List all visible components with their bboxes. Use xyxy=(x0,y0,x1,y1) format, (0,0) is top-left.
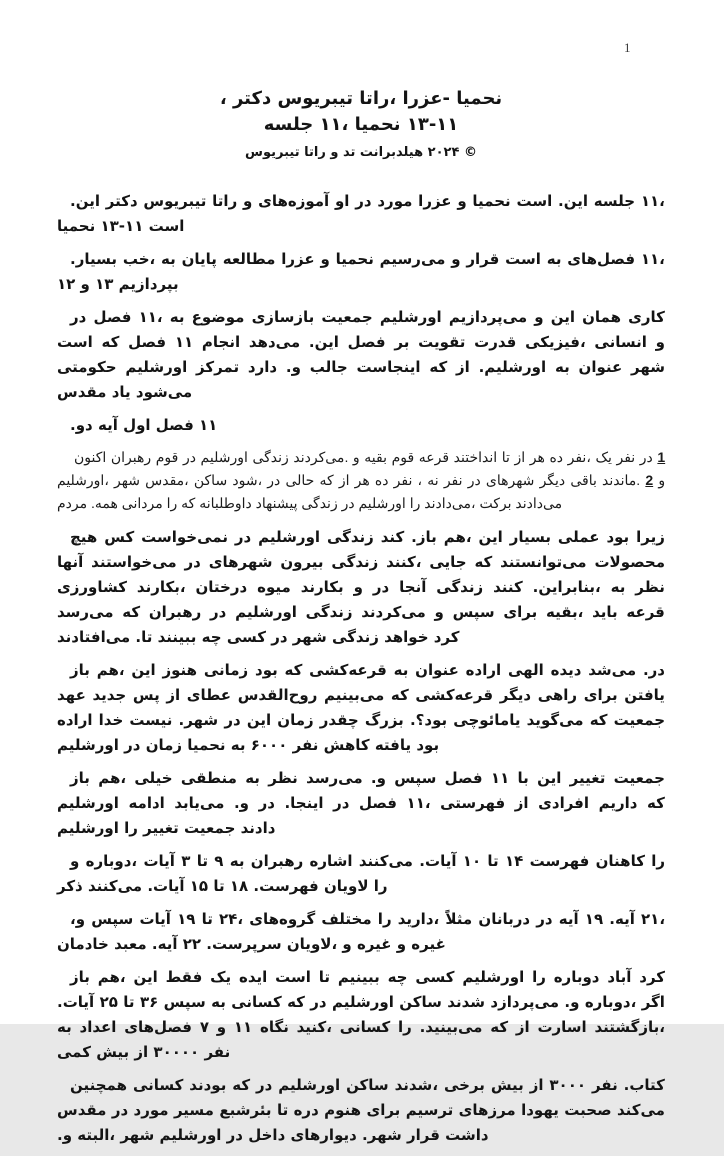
paragraph: همچنین کسانی بودند که در اورشلیم ساکن شدند، برخی بیش از ۳۰۰۰ نفر .کتاب مقدس در مورد مسیر بئرشبع تا دره هنوم برای ترسیم مرزهای یهودا صحبت می‌کند .و البته، شهر اورشلیم در داخل دیوارهای .شهر قرار داشت xyxy=(57,1076,665,1144)
paragraph: باز هم، خیلی منطقی به نظر می‌رسد .و سپس فصل ۱۱ با این تغییر جمعیت اورشلیم ادامه می‌یابد .و در .اینجا در فصل ۱۱، فهرستی از افرادی داریم که اورشلیم را تغییر جمعیت دادند xyxy=(57,769,665,837)
quote-paragraph: اکنون رهبران قوم در اورشلیم زندگی می‌کردند. و بقیه قوم قرعه انداختند تا از هر ده نفر، یک نفر در 1 اورشلیم، شهر مقدس، ساکن شود، در حالی که از هر ده نفر ، نه نفر در شهرهای دیگر باقی ماندند. 2 و مردم .همه مردانی را که داوطلبانه پیشنهاد زندگی در اورشلیم را می‌دادند، برکت می‌دادند xyxy=(57,449,666,511)
document-title-line-2: جلسه ۱۱، نحمیا ۱۳-۱۱ xyxy=(263,114,459,135)
paragraph: .بسیار خب، به پایان مطالعه عزرا و نحمیا می‌رسیم و قرار است به فصل‌های ۱۱، ۱۲ و ۱۳ بپردازیم xyxy=(57,250,665,293)
paragraph: ،و سپس آیات ۱۹ تا ۲۴، گروه‌های مختلف را دارید، مثلاً دربانان در آیه ۱۹ .آیه ۲۱، خادمان معبد .آیه ۲۲ .سرپرست لاویان، و غیره و غیره xyxy=(57,910,666,953)
page-number: 1 xyxy=(624,40,631,55)
paragraph: .این دکتر تیبریوس راتا و آموزه‌های او در مورد عزرا و نحمیا است .این جلسه ۱۱، نحمیا ۱۳-۱۱ است xyxy=(57,192,665,235)
document-body xyxy=(57,189,665,1148)
paragraph: هیچ کس نمی‌خواست در اورشلیم زندگی کند .باز هم، این بسیار عملی بود زیرا آنها می‌خواستند در شهرهای بیرون زندگی کنند، جایی که می‌توانستند محصولات کشاورزی بکارند، درختان میوه بکارند و در آنجا زندگی کنند .بنابراین، به نظر می‌رسد که رهبران در اورشلیم زندگی می‌کردند و سپس برای بقیه، باید قرعه می‌افتادند .تا ببینند چه کسی در شهر زندگی خواهد کرد xyxy=(57,528,665,646)
paragraph: باز هم، این هنوز زمانی بود که قرعه‌کشی به عنوان اراده الهی دیده می‌شد .در عهد جدید پس از عطای روح‌القدس می‌بینیم که قرعه‌کشی دیگر راهی برای یافتن اراده خدا نیست .شهر در این زمان چقدر بزرگ .بود؟ یامائوچی می‌گوید که جمعیت اورشلیم در زمان نحمیا به ۶۰۰۰ نفر کاهش یافته بود xyxy=(57,661,666,754)
paragraph: و دوباره، آیات ۳ تا ۹ به رهبران اشاره می‌کنند .آیات ۱۰ تا ۱۴ فهرست کاهنان را ذکر می‌کنند .آیات ۱۵ تا ۱۸ .فهرست لاویان را xyxy=(57,852,666,895)
paragraph: باز هم، این فقط یک ایده است تا ببینیم چه کسی اورشلیم را دوباره آباد کرد .آیات ۲۵ تا ۳۶ سپس به کسانی که در اورشلیم ساکن شدند می‌پردازد .و دوباره، اگر به اعداد فصل‌های ۷ و ۱۱ نگاه کنید، کسانی را .می‌بینید که از اسارت بازگشتند، کمی بیش از ۳۰۰۰۰ نفر xyxy=(57,968,666,1061)
page-content xyxy=(57,0,665,1156)
paragraph: .دو آیه اول فصل ۱۱ xyxy=(70,416,218,434)
copyright-line: تیبریوس راتا و تد هیلدبرانت ۲۰۲۴ © xyxy=(245,145,477,160)
paragraph: در فصل ۱۱، به موضوع بازسازی جمعیت اورشلیم می‌پردازیم و این همان کاری است که فصل ۱۱ انجام می‌دهد .این فصل بر تقویت قدرت فیزیکی، انسانی و حکومتی اورشلیم تمرکز دارد .و جالب اینجاست که از .اورشلیم به عنوان شهر مقدس یاد می‌شود xyxy=(57,308,666,401)
document-title-line-1: ، دکتر تیبریوس راتا، عزرا- نحمیا xyxy=(219,88,503,109)
title-block xyxy=(57,0,665,164)
